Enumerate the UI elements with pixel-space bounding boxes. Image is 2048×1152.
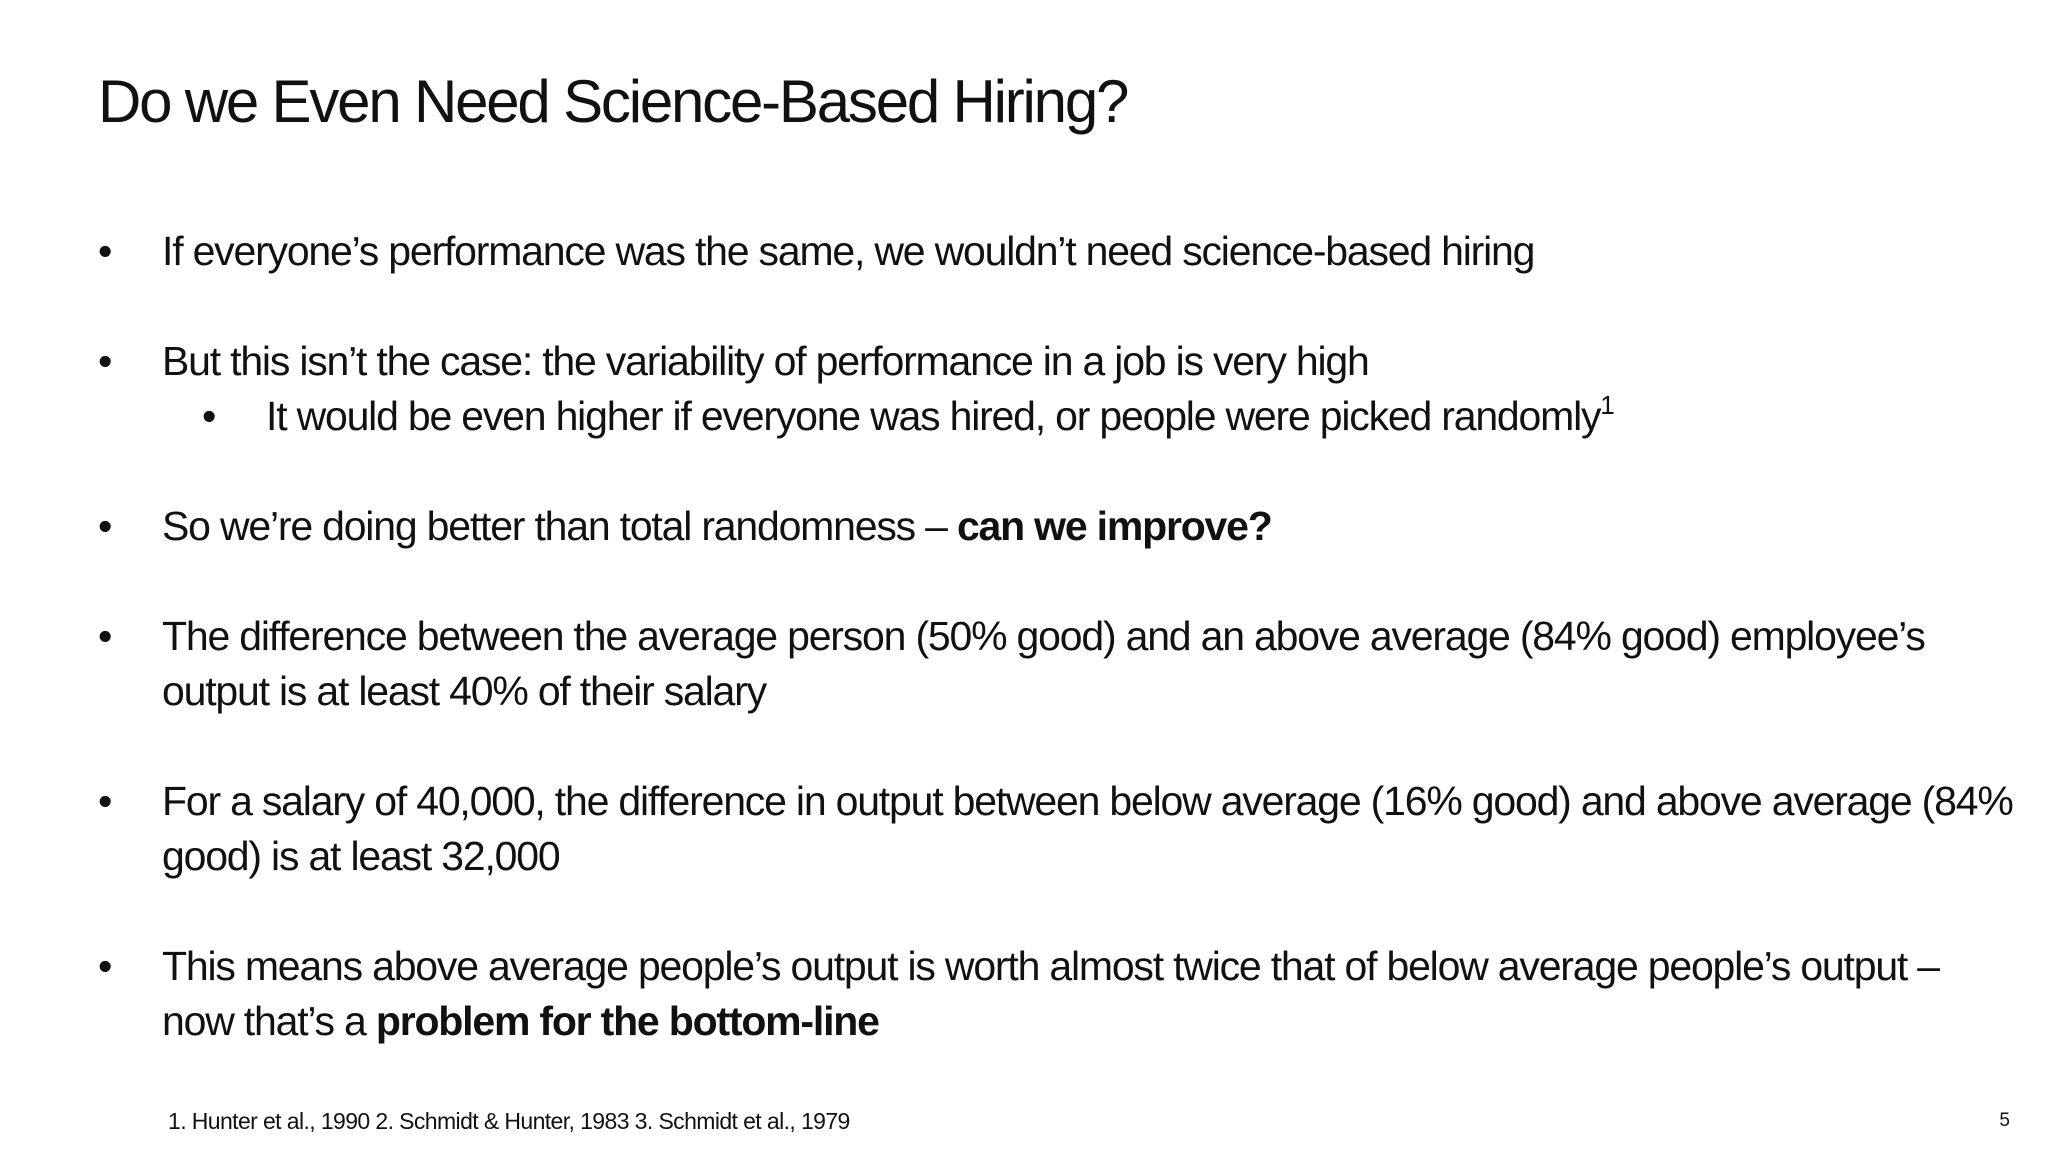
bullet-dot: • <box>98 778 112 824</box>
bullet-text-line2 <box>162 994 1939 1049</box>
sub-bullet-text <box>266 389 1615 444</box>
bullet-dot: • <box>98 228 112 274</box>
sub-bullet-main-text: It would be even higher if everyone was hired, or people were picked randomly <box>266 393 1601 439</box>
bullet-text-regular: So we’re doing better than total randomness – <box>162 503 957 549</box>
bullet-text-bold: problem for the bottom-line <box>375 998 879 1044</box>
bullet-dot: • <box>202 393 216 439</box>
page-number: 5 <box>1999 1110 2010 1131</box>
bullet-dot: • <box>98 338 112 384</box>
bullet-item <box>98 939 1939 1049</box>
bullet-item <box>98 224 1535 279</box>
bullet-text-line2: good) is at least 32,000 <box>162 833 560 879</box>
footnote-reference: 1 <box>1600 390 1615 420</box>
slide-title: Do we Even Need Science-Based Hiring? <box>98 68 1128 135</box>
sub-bullet-item <box>202 389 1615 444</box>
bullet-text-regular: now that’s a <box>162 998 376 1044</box>
bullet-item <box>98 774 2013 884</box>
bullet-item <box>98 499 1272 554</box>
footnote-references: 1. Hunter et al., 1990 2. Schmidt & Hunter, 1983 3. Schmidt et al., 1979 <box>168 1108 850 1134</box>
bullet-text-line1: The difference between the average person (50% good) and an above average (84% good) employee’s <box>162 613 1925 659</box>
bullet-dot: • <box>98 943 112 989</box>
bullet-item <box>98 609 1925 719</box>
bullet-item <box>98 334 1369 389</box>
bullet-text: But this isn’t the case: the variability of performance in a job is very high <box>162 338 1369 384</box>
bullet-text-bold: can we improve? <box>956 503 1272 549</box>
bullet-dot: • <box>98 503 112 549</box>
bullet-dot: • <box>98 613 112 659</box>
bullet-text <box>162 499 1272 554</box>
bullet-text-line1: This means above average people’s output is worth almost twice that of below average people’s output – <box>162 943 1939 989</box>
bullet-text-line2: output is at least 40% of their salary <box>162 668 766 714</box>
bullet-text: If everyone’s performance was the same, we wouldn’t need science-based hiring <box>162 228 1535 274</box>
bullet-text-line1: For a salary of 40,000, the difference in output between below average (16% good) and above average (84% <box>162 778 2013 824</box>
